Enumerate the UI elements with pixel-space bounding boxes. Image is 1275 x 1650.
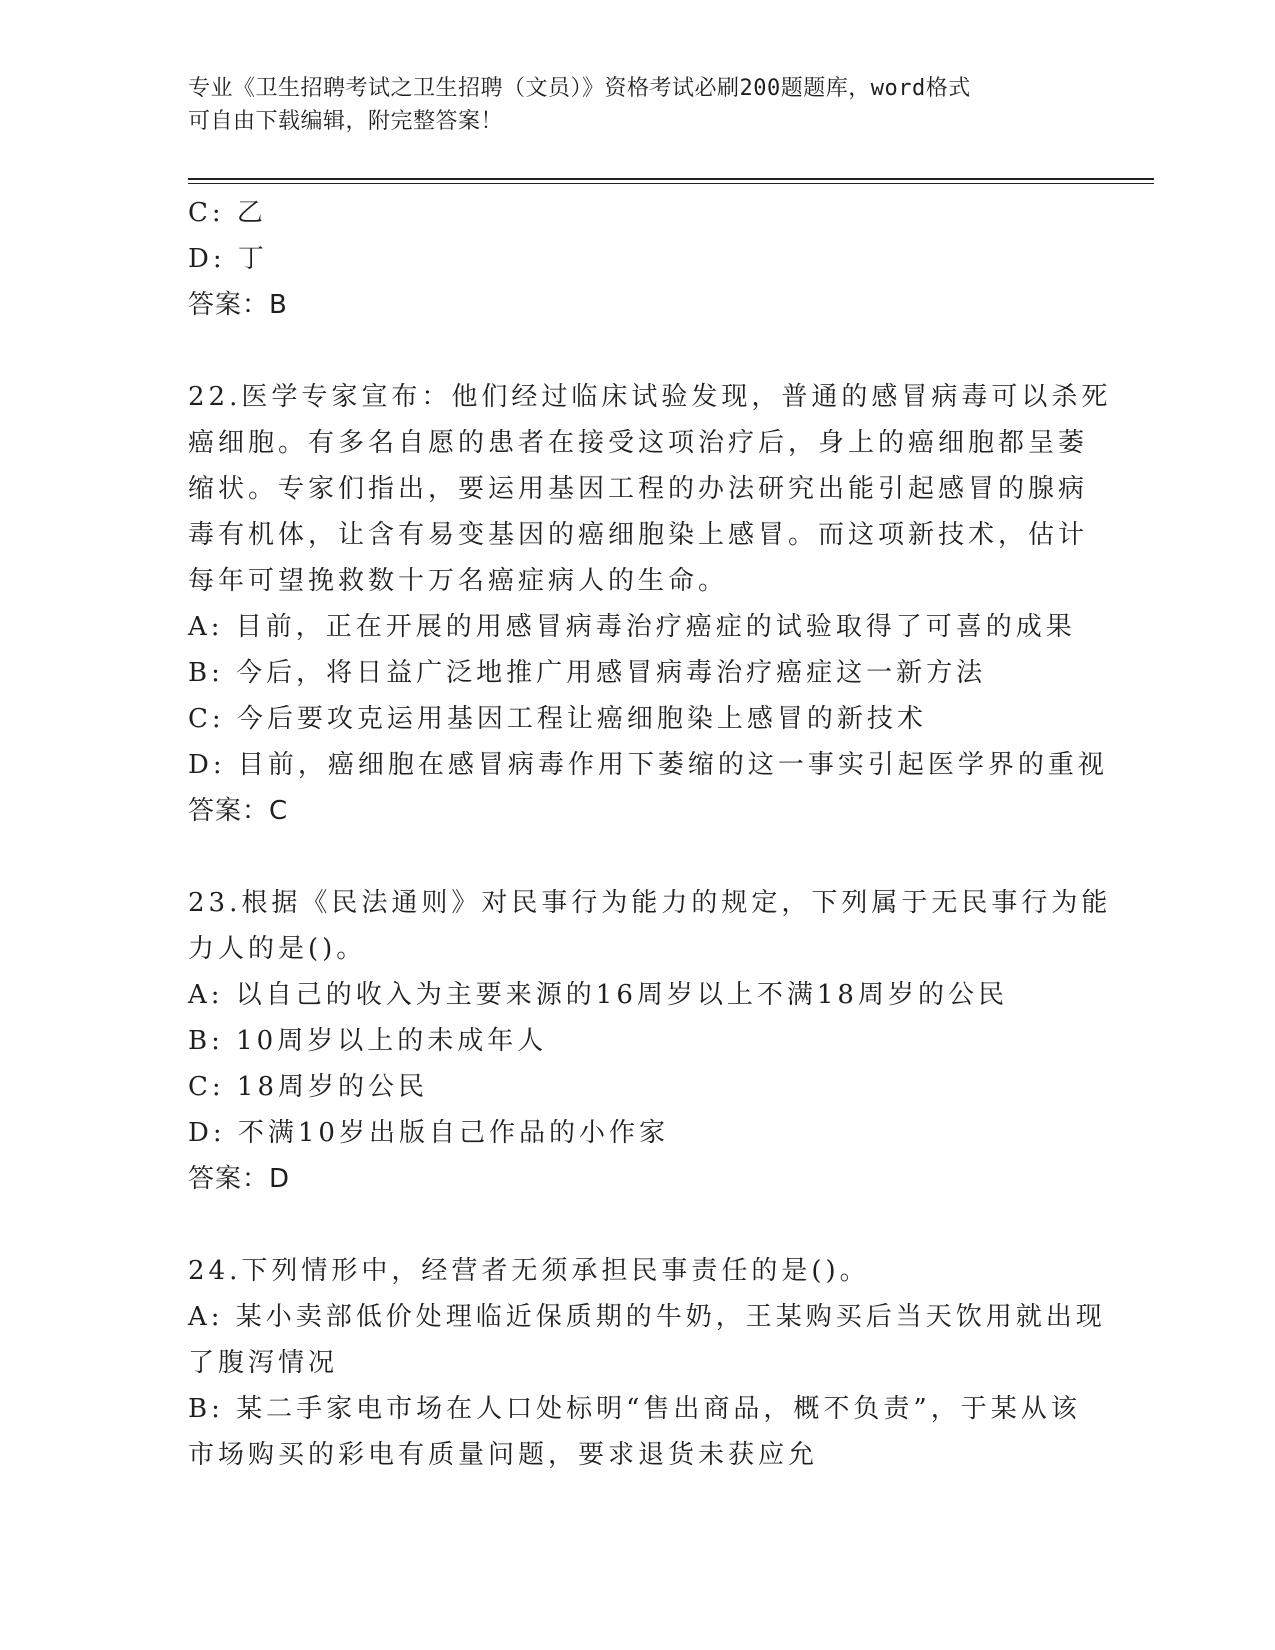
- answer-line: 答案：C: [188, 796, 289, 826]
- option-a: A: 以自己的收入为主要来源的16周岁以上不满18周岁的公民: [188, 980, 1008, 1010]
- question-stem-line: 力人的是()。: [188, 934, 367, 964]
- option-d: D: 不满10岁出版自己作品的小作家: [188, 1118, 669, 1148]
- question-22: [188, 374, 1112, 834]
- question-23: [188, 880, 1112, 1202]
- option-a: A: 某小卖部低价处理临近保质期的牛奶，王某购买后当天饮用就出现: [188, 1302, 1106, 1332]
- option-c: C: 乙: [188, 198, 267, 228]
- header-divider: [188, 178, 1154, 180]
- question-stem-line: 24.下列情形中，经营者无须承担民事责任的是()。: [188, 1256, 870, 1286]
- header-divider-thin: [188, 183, 1154, 184]
- question-24: [188, 1248, 1106, 1478]
- option-c: C: 18周岁的公民: [188, 1072, 429, 1102]
- question-stem-line: 毒有机体，让含有易变基因的癌细胞染上感冒。而这项新技术，估计: [188, 520, 1089, 550]
- option-d: D: 丁: [188, 244, 268, 274]
- document-body: [188, 190, 1112, 1478]
- option-b: B: 今后，将日益广泛地推广用感冒病毒治疗癌症这一新方法: [188, 658, 987, 688]
- question-stem-line: 23.根据《民法通则》对民事行为能力的规定，下列属于无民事行为能: [188, 888, 1112, 918]
- option-b: B: 10周岁以上的未成年人: [188, 1026, 548, 1056]
- question-stem-line: 每年可望挽救数十万名癌症病人的生命。: [188, 566, 729, 596]
- spacer: [188, 1202, 1078, 1248]
- option-c: C: 今后要攻克运用基因工程让癌细胞染上感冒的新技术: [188, 704, 927, 734]
- header-title-line2: 可自由下载编辑，附完整答案！: [188, 109, 504, 134]
- option-b-continued: 市场购买的彩电有质量问题，要求退货未获应允: [188, 1440, 819, 1470]
- document-header: [188, 72, 1088, 138]
- previous-question-tail: [188, 190, 1078, 328]
- header-title-line1: 专业《卫生招聘考试之卫生招聘（文员）》资格考试必刷200题题库，word格式: [188, 76, 971, 101]
- option-a-continued: 了腹泻情况: [188, 1348, 339, 1378]
- spacer: [188, 834, 1078, 880]
- spacer: [188, 328, 1078, 374]
- question-stem-line: 癌细胞。有多名自愿的患者在接受这项治疗后，身上的癌细胞都呈萎: [188, 428, 1089, 458]
- question-stem-line: 22.医学专家宣布：他们经过临床试验发现，普通的感冒病毒可以杀死: [188, 382, 1112, 412]
- option-a: A: 目前，正在开展的用感冒病毒治疗癌症的试验取得了可喜的成果: [188, 612, 1076, 642]
- option-b: B: 某二手家电市场在人口处标明“售出商品，概不负责”，于某从该: [188, 1394, 1081, 1424]
- option-d: D: 目前，癌细胞在感冒病毒作用下萎缩的这一事实引起医学界的重视: [188, 750, 1108, 780]
- answer-line: 答案：B: [188, 290, 288, 320]
- question-stem-line: 缩状。专家们指出，要运用基因工程的办法研究出能引起感冒的腺病: [188, 474, 1089, 504]
- answer-line: 答案：D: [188, 1164, 291, 1194]
